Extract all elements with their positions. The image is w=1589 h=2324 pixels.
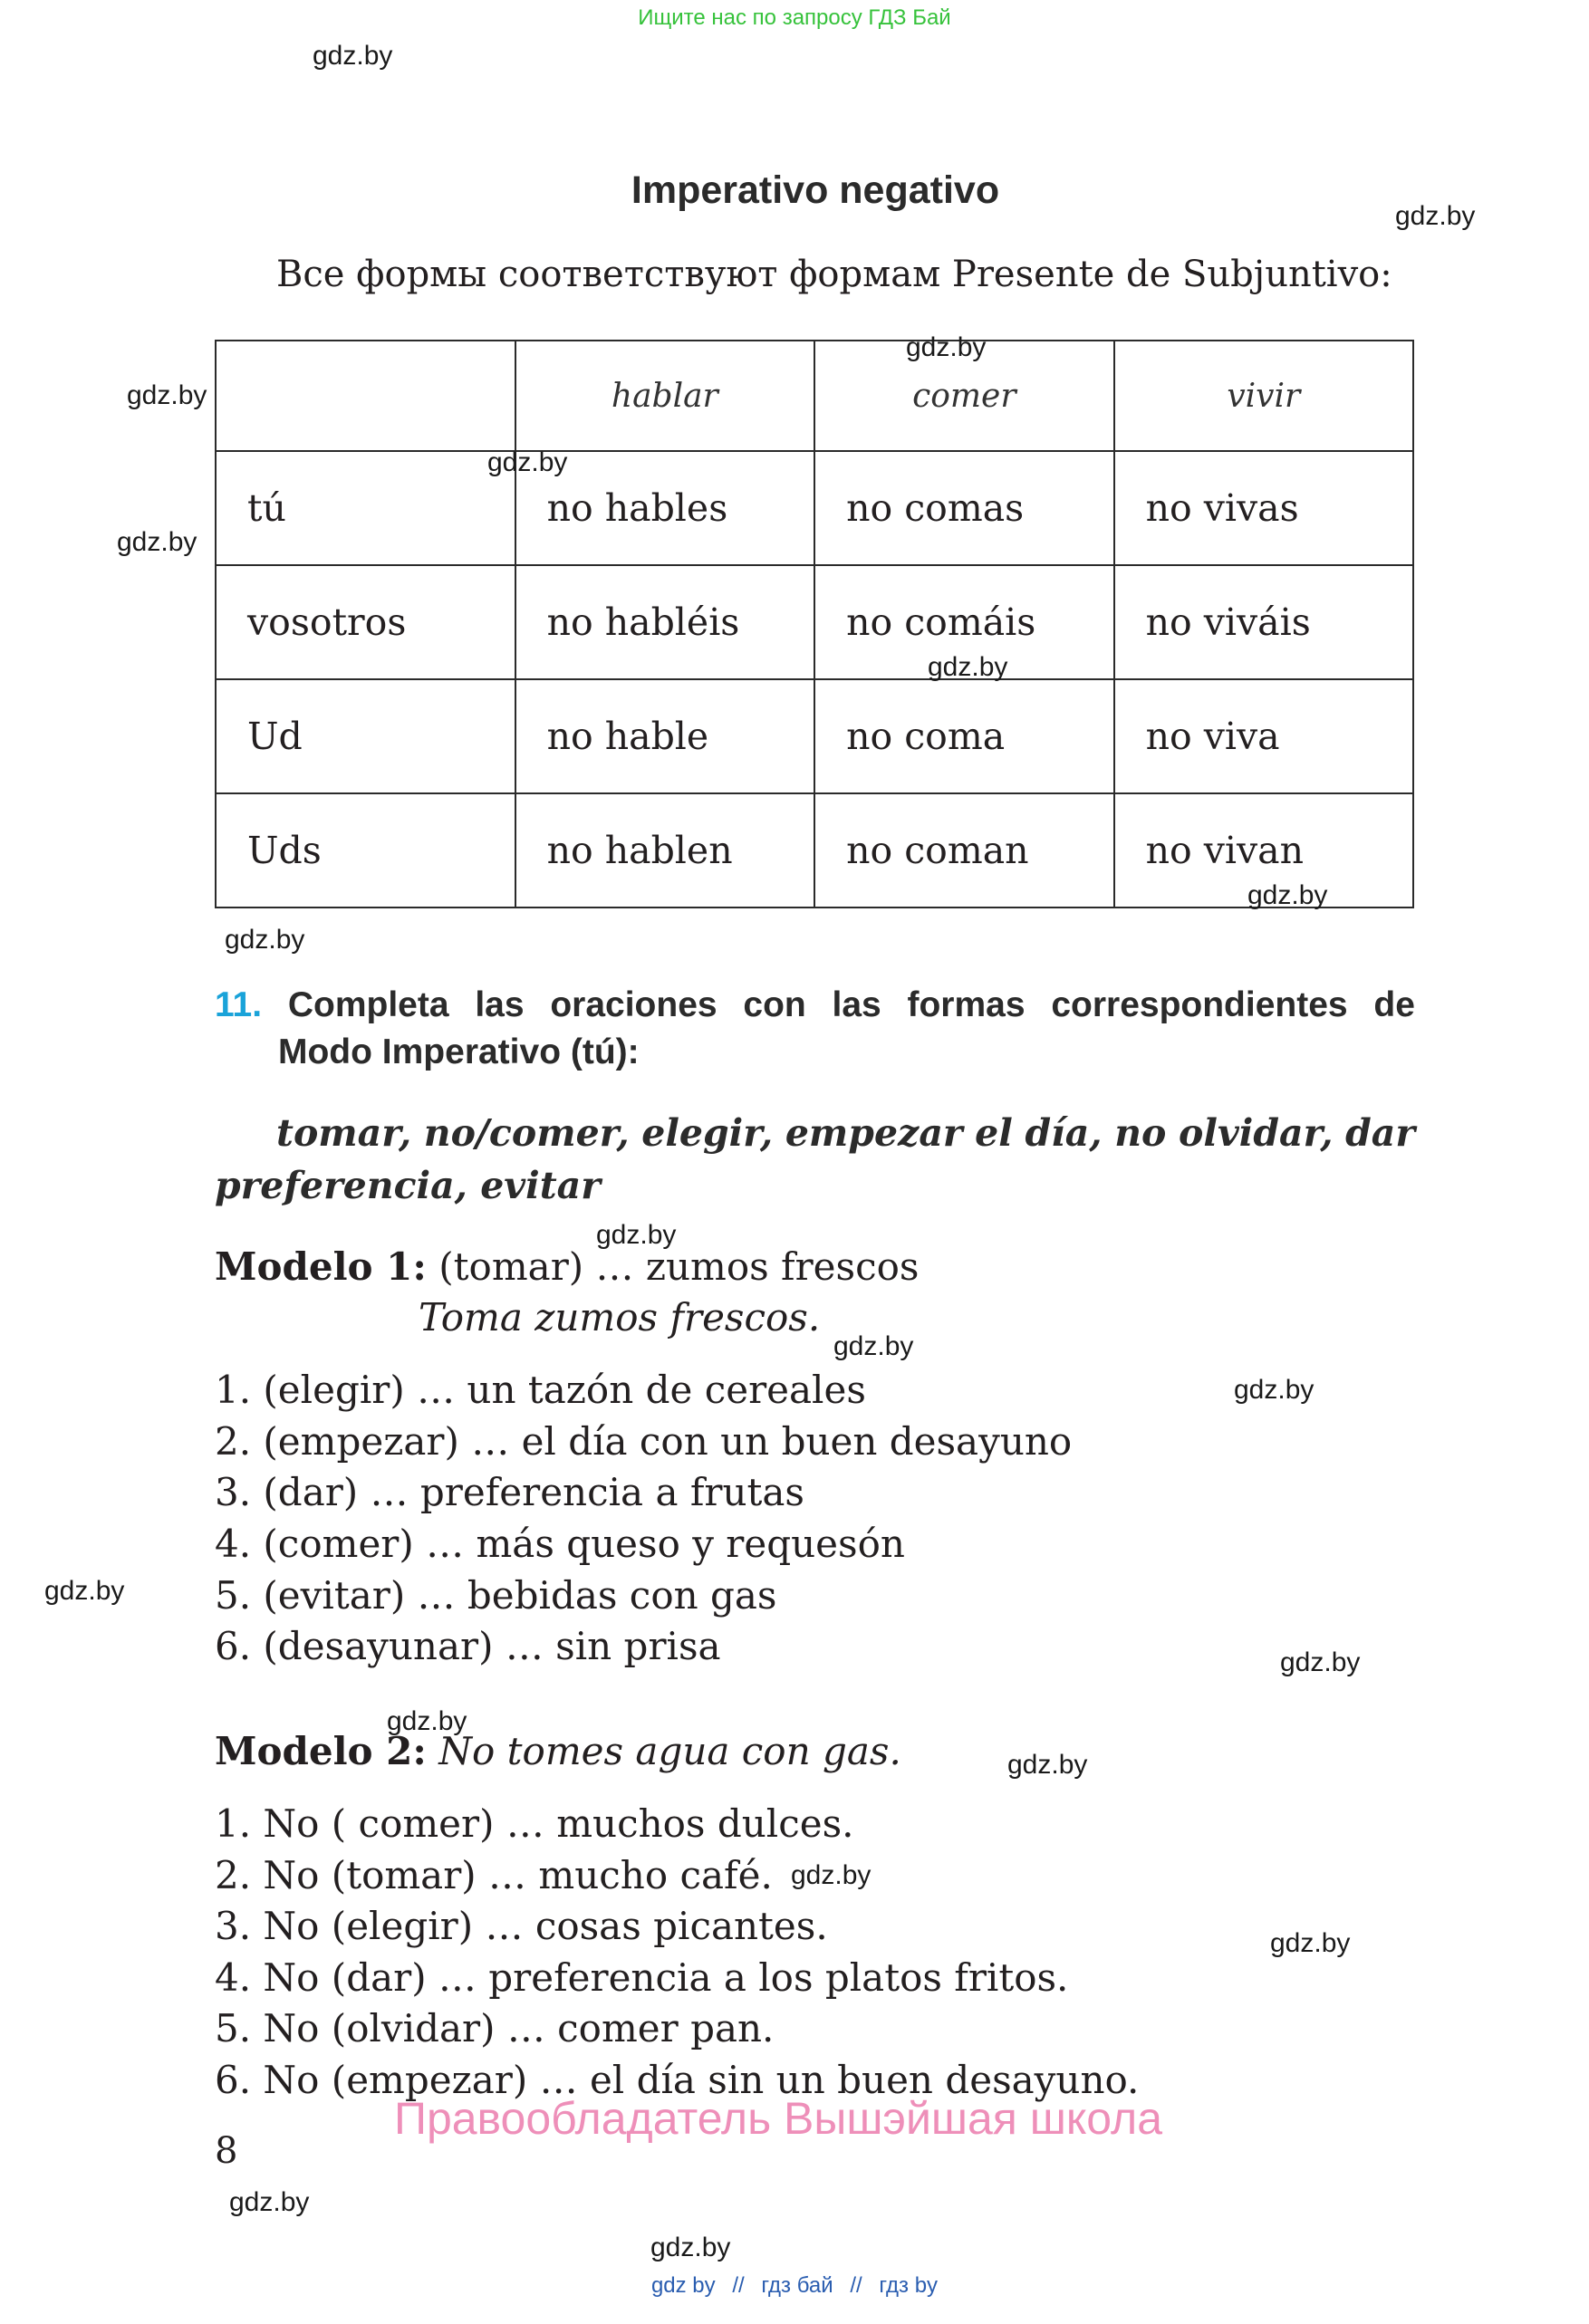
table-cell: no vivan	[1114, 793, 1413, 908]
model-2-label: Modelo 2:	[215, 1729, 427, 1773]
model-1-answer: Toma zumos frescos.	[419, 1295, 821, 1340]
bottom-link[interactable]: gdz by	[650, 2273, 716, 2298]
exercise-title-word: formas	[907, 985, 1026, 1024]
exercise-title-word: de	[1373, 985, 1415, 1024]
bottom-link-separator: //	[732, 2273, 745, 2298]
conjugation-table	[215, 340, 1414, 908]
word-bank-line1	[215, 1107, 1415, 1159]
table-header-row	[216, 341, 1413, 451]
word-bank-word: dar	[1345, 1111, 1415, 1155]
watermark: gdz.by	[906, 332, 987, 362]
watermark: gdz.by	[1280, 1647, 1361, 1677]
table-cell: no coma	[814, 679, 1113, 793]
exercise-number: 11.	[215, 985, 263, 1024]
table-header-cell: hablar	[515, 341, 815, 451]
watermark: gdz.by	[44, 1576, 125, 1606]
watermark: gdz.by	[1234, 1375, 1315, 1405]
word-bank-line2: preferencia, evitar	[215, 1164, 601, 1207]
watermark: gdz.by	[387, 1706, 467, 1736]
table-cell: vosotros	[216, 565, 515, 679]
model-1-text: (tomar) … zumos frescos	[426, 1244, 920, 1289]
word-bank-word: día,	[1025, 1111, 1103, 1155]
table-cell: no hablen	[515, 793, 815, 908]
exercise-title-word: Completa	[287, 985, 449, 1024]
watermark: gdz.by	[127, 380, 207, 410]
list-item: 5. No (olvidar) … comer pan.	[215, 2006, 775, 2050]
watermark: gdz.by	[1247, 880, 1328, 910]
list-item: 3. (dar) … preferencia a frutas	[215, 1470, 804, 1514]
exercise-title-word: las	[832, 985, 881, 1024]
exercise-title-word: con	[743, 985, 806, 1024]
table-cell: tú	[216, 451, 515, 565]
list-item: 1. (elegir) … un tazón de cereales	[215, 1368, 866, 1412]
table-row	[216, 565, 1413, 679]
list-item: 4. No (dar) … preferencia a los platos fritos.	[215, 1955, 1069, 2000]
table-cell: no vivas	[1114, 451, 1413, 565]
table-cell: no hables	[515, 451, 815, 565]
list-item: 6. No (empezar) … el día sin un buen desayuno.	[215, 2058, 1140, 2102]
table-header-cell	[216, 341, 515, 451]
model-1	[215, 1244, 919, 1289]
word-bank-word: tomar,	[276, 1111, 412, 1155]
list-item: 1. No ( comer) … muchos dulces.	[215, 1801, 854, 1846]
word-bank-word: empezar	[785, 1111, 963, 1155]
copyright-notice: Правообладатель Вышэйшая школа	[394, 2093, 1162, 2144]
table-cell: no viváis	[1114, 565, 1413, 679]
table-cell: no viva	[1114, 679, 1413, 793]
watermark: gdz.by	[1395, 201, 1476, 231]
watermark: gdz.by	[833, 1331, 914, 1361]
table-cell: no comáis	[814, 565, 1113, 679]
table-header-cell: comer	[814, 341, 1113, 451]
list-item: 2. No (tomar) … mucho café.	[215, 1853, 773, 1897]
list-item: 4. (comer) … más queso y requesón	[215, 1522, 905, 1566]
watermark: gdz.by	[1007, 1750, 1088, 1780]
watermark: gdz.by	[791, 1860, 872, 1890]
table-header-cell: vivir	[1114, 341, 1413, 451]
watermark: gdz.by	[596, 1220, 677, 1250]
bottom-link[interactable]: гдз бай	[761, 2273, 833, 2298]
word-bank	[215, 1107, 1415, 1212]
word-bank-word: no/comer,	[423, 1111, 630, 1155]
table-cell: Ud	[216, 679, 515, 793]
table-cell: no coman	[814, 793, 1113, 908]
model-2	[215, 1729, 901, 1773]
word-bank-word: el	[975, 1111, 1013, 1155]
list-item: 2. (empezar) … el día con un buen desayuno	[215, 1419, 1073, 1464]
page-title: Imperativo negativo	[631, 168, 1000, 212]
list-item: 5. (evitar) … bebidas con gas	[215, 1573, 777, 1618]
intro-text: Все формы соответствуют формам Presente de Subjuntivo:	[276, 254, 1392, 295]
exercise-title-line2: Modo Imperativo (tú):	[278, 1032, 640, 1071]
model-1-label: Modelo 1:	[215, 1244, 427, 1289]
bottom-link[interactable]: гдз by	[879, 2273, 939, 2298]
table-cell: Uds	[216, 793, 515, 908]
bottom-link-separator: //	[850, 2273, 862, 2298]
exercise-title	[215, 982, 1415, 1076]
watermark: gdz.by	[225, 925, 305, 955]
list-item: 3. No (elegir) … cosas picantes.	[215, 1904, 828, 1948]
table-cell: no hable	[515, 679, 815, 793]
exercise-title-word: correspondientes	[1051, 985, 1348, 1024]
exercise-title-word: las	[475, 985, 525, 1024]
table-cell: no habléis	[515, 565, 815, 679]
page-number: 8	[215, 2130, 238, 2172]
watermark: gdz.by	[313, 41, 393, 71]
table-row	[216, 679, 1413, 793]
watermark: gdz.by	[487, 447, 568, 477]
table-row	[216, 793, 1413, 908]
model-2-text: No tomes agua con gas.	[438, 1729, 901, 1773]
watermark: gdz.by	[650, 2233, 731, 2262]
exercise-title-line1	[215, 982, 1415, 1029]
watermark: gdz.by	[229, 2187, 310, 2217]
watermark: gdz.by	[117, 527, 197, 557]
exercise-title-word: oraciones	[550, 985, 717, 1024]
word-bank-word: olvidar,	[1179, 1111, 1334, 1155]
word-bank-word: elegir,	[641, 1111, 774, 1155]
top-search-link[interactable]: Ищите нас по запросу ГДЗ Бай	[638, 5, 951, 30]
watermark: gdz.by	[1270, 1928, 1351, 1958]
list-item: 6. (desayunar) … sin prisa	[215, 1624, 721, 1668]
table-row	[216, 451, 1413, 565]
word-bank-word: no	[1114, 1111, 1167, 1155]
table-cell: no comas	[814, 451, 1113, 565]
watermark: gdz.by	[928, 652, 1008, 682]
bottom-links	[0, 2273, 1589, 2299]
